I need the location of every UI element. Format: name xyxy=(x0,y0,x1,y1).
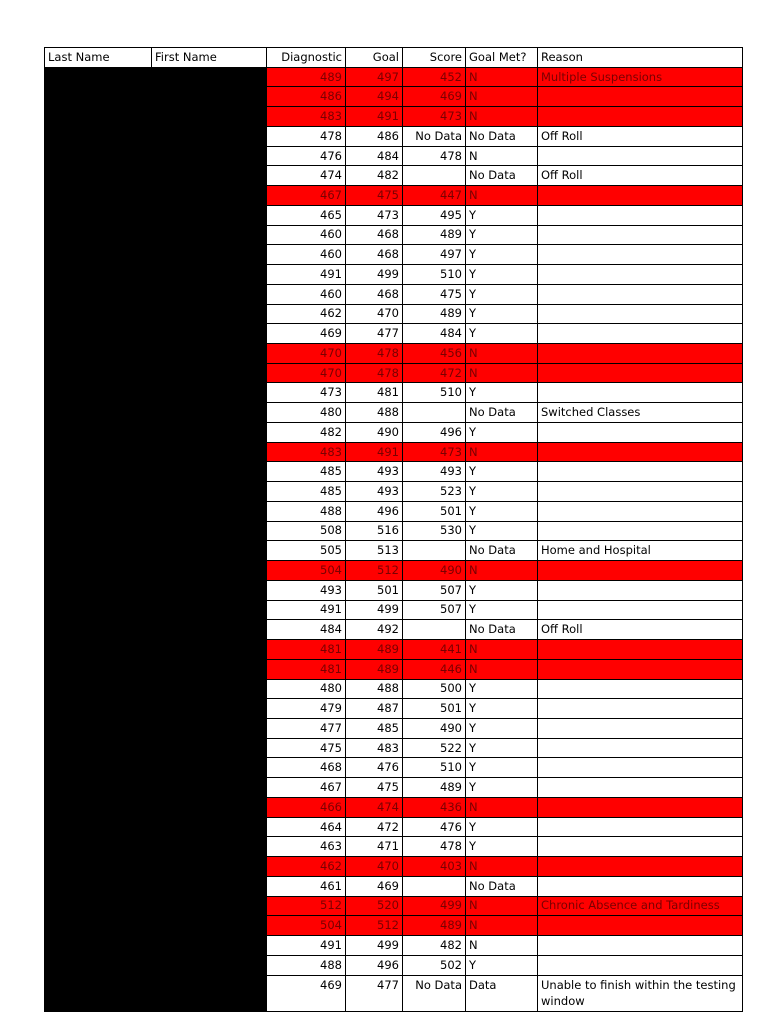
diagnostic-cell: 484 xyxy=(267,620,346,640)
diagnostic-cell: 470 xyxy=(267,344,346,364)
goal-cell: 520 xyxy=(346,896,403,916)
goal-met-cell: N xyxy=(466,363,538,383)
goal-met-cell: N xyxy=(466,896,538,916)
score-cell: 510 xyxy=(403,265,466,285)
goal-cell: 477 xyxy=(346,324,403,344)
goal-met-cell: Y xyxy=(466,758,538,778)
score-cell xyxy=(403,403,466,423)
goal-met-cell: N xyxy=(466,146,538,166)
reason-cell xyxy=(538,442,743,462)
score-cell: 502 xyxy=(403,955,466,975)
goal-met-cell: Y xyxy=(466,699,538,719)
score-cell: 441 xyxy=(403,640,466,660)
reason-cell xyxy=(538,501,743,521)
score-cell: 452 xyxy=(403,67,466,87)
goal-cell: 468 xyxy=(346,245,403,265)
goal-cell: 476 xyxy=(346,758,403,778)
goal-met-cell: No Data xyxy=(466,876,538,896)
diagnostic-cell: 462 xyxy=(267,857,346,877)
diagnostic-cell: 475 xyxy=(267,738,346,758)
diagnostic-cell: 480 xyxy=(267,679,346,699)
goal-met-cell: No Data xyxy=(466,403,538,423)
reason-cell xyxy=(538,186,743,206)
reason-cell xyxy=(538,422,743,442)
goal-met-cell: Y xyxy=(466,383,538,403)
diagnostic-cell: 465 xyxy=(267,205,346,225)
diagnostic-cell: 481 xyxy=(267,640,346,660)
goal-met-cell: N xyxy=(466,797,538,817)
diagnostic-cell: 467 xyxy=(267,778,346,798)
reason-cell xyxy=(538,699,743,719)
redacted-first-name-block xyxy=(152,67,267,1011)
goal-cell: 493 xyxy=(346,482,403,502)
reason-cell xyxy=(538,738,743,758)
score-cell: 523 xyxy=(403,482,466,502)
goal-cell: 469 xyxy=(346,876,403,896)
diagnostic-cell: 485 xyxy=(267,482,346,502)
goal-met-cell: Y xyxy=(466,482,538,502)
score-cell: 490 xyxy=(403,718,466,738)
reason-cell xyxy=(538,304,743,324)
score-cell: 489 xyxy=(403,778,466,798)
header-last-name: Last Name xyxy=(45,48,152,68)
diagnostic-cell: 483 xyxy=(267,107,346,127)
reason-cell xyxy=(538,284,743,304)
table-body xyxy=(45,67,743,1011)
goal-met-cell: N xyxy=(466,936,538,956)
header-score: Score xyxy=(403,48,466,68)
goal-cell: 487 xyxy=(346,699,403,719)
score-cell xyxy=(403,166,466,186)
goal-met-cell: Y xyxy=(466,284,538,304)
reason-cell: Home and Hospital xyxy=(538,541,743,561)
diagnostic-cell: 470 xyxy=(267,363,346,383)
goal-met-cell: Y xyxy=(466,679,538,699)
reason-cell xyxy=(538,344,743,364)
goal-met-cell: No Data xyxy=(466,126,538,146)
goal-cell: 483 xyxy=(346,738,403,758)
goal-cell: 494 xyxy=(346,87,403,107)
diagnostic-cell: 477 xyxy=(267,718,346,738)
score-cell: 489 xyxy=(403,916,466,936)
diagnostic-cell: 464 xyxy=(267,817,346,837)
reason-cell: Unable to finish within the testing window xyxy=(538,975,743,1011)
goal-met-cell: N xyxy=(466,659,538,679)
score-cell: 475 xyxy=(403,284,466,304)
diagnostic-cell: 460 xyxy=(267,284,346,304)
reason-cell xyxy=(538,561,743,581)
score-cell: 436 xyxy=(403,797,466,817)
goal-met-cell: Y xyxy=(466,738,538,758)
score-cell: 510 xyxy=(403,383,466,403)
reason-cell xyxy=(538,225,743,245)
reason-cell xyxy=(538,817,743,837)
header-row xyxy=(45,48,743,68)
diagnostic-cell: 485 xyxy=(267,462,346,482)
reason-cell xyxy=(538,718,743,738)
score-cell: 497 xyxy=(403,245,466,265)
reason-cell xyxy=(538,640,743,660)
goal-cell: 496 xyxy=(346,955,403,975)
reason-cell xyxy=(538,758,743,778)
goal-met-cell: Y xyxy=(466,955,538,975)
score-cell xyxy=(403,620,466,640)
diagnostic-cell: 488 xyxy=(267,955,346,975)
goal-met-cell: Y xyxy=(466,837,538,857)
goal-cell: 472 xyxy=(346,817,403,837)
goal-cell: 516 xyxy=(346,521,403,541)
goal-met-cell: Y xyxy=(466,718,538,738)
goal-met-cell: Y xyxy=(466,580,538,600)
goal-met-cell: N xyxy=(466,916,538,936)
reason-cell xyxy=(538,363,743,383)
header-diagnostic: Diagnostic xyxy=(267,48,346,68)
diagnostic-cell: 512 xyxy=(267,896,346,916)
goal-cell: 496 xyxy=(346,501,403,521)
goal-met-cell: N xyxy=(466,442,538,462)
diagnostic-cell: 460 xyxy=(267,245,346,265)
goal-met-cell: Y xyxy=(466,422,538,442)
score-cell: No Data xyxy=(403,126,466,146)
goal-met-cell: N xyxy=(466,87,538,107)
header-first-name: First Name xyxy=(152,48,267,68)
diagnostic-cell: 504 xyxy=(267,916,346,936)
diagnostic-cell: 461 xyxy=(267,876,346,896)
goal-met-cell: No Data xyxy=(466,620,538,640)
score-cell: 489 xyxy=(403,225,466,245)
goal-cell: 471 xyxy=(346,837,403,857)
diagnostic-cell: 469 xyxy=(267,324,346,344)
goal-cell: 488 xyxy=(346,679,403,699)
score-cell: 501 xyxy=(403,501,466,521)
diagnostic-cell: 476 xyxy=(267,146,346,166)
goal-cell: 474 xyxy=(346,797,403,817)
diagnostic-cell: 491 xyxy=(267,265,346,285)
goal-cell: 485 xyxy=(346,718,403,738)
goal-cell: 497 xyxy=(346,67,403,87)
goal-cell: 475 xyxy=(346,778,403,798)
goal-met-cell: N xyxy=(466,67,538,87)
goal-cell: 499 xyxy=(346,936,403,956)
score-cell: 473 xyxy=(403,107,466,127)
score-cell: 507 xyxy=(403,600,466,620)
diagnostic-cell: 488 xyxy=(267,501,346,521)
goal-cell: 478 xyxy=(346,363,403,383)
goal-cell: 489 xyxy=(346,659,403,679)
goal-met-cell: Y xyxy=(466,324,538,344)
reason-cell xyxy=(538,876,743,896)
score-cell: No Data xyxy=(403,975,466,1011)
score-cell: 478 xyxy=(403,837,466,857)
score-cell: 472 xyxy=(403,363,466,383)
reason-cell xyxy=(538,107,743,127)
goal-met-cell: Y xyxy=(466,817,538,837)
reason-cell xyxy=(538,857,743,877)
goal-cell: 499 xyxy=(346,265,403,285)
diagnostic-cell: 483 xyxy=(267,442,346,462)
score-cell: 493 xyxy=(403,462,466,482)
diagnostic-cell: 462 xyxy=(267,304,346,324)
goal-met-cell: Y xyxy=(466,778,538,798)
goal-cell: 470 xyxy=(346,304,403,324)
diagnostic-cell: 493 xyxy=(267,580,346,600)
goal-cell: 468 xyxy=(346,284,403,304)
goal-met-cell: Data xyxy=(466,975,538,1011)
reason-cell xyxy=(538,837,743,857)
score-cell xyxy=(403,876,466,896)
reason-cell xyxy=(538,955,743,975)
header-reason: Reason xyxy=(538,48,743,68)
reason-cell xyxy=(538,383,743,403)
goal-cell: 478 xyxy=(346,344,403,364)
goal-met-cell: Y xyxy=(466,225,538,245)
reason-cell xyxy=(538,600,743,620)
diagnostic-cell: 460 xyxy=(267,225,346,245)
redacted-last-name-block xyxy=(45,67,152,1011)
diagnostic-cell: 463 xyxy=(267,837,346,857)
score-cell: 403 xyxy=(403,857,466,877)
diagnostic-cell: 482 xyxy=(267,422,346,442)
diagnostic-cell: 491 xyxy=(267,600,346,620)
score-cell: 489 xyxy=(403,304,466,324)
score-cell: 447 xyxy=(403,186,466,206)
goal-met-cell: Y xyxy=(466,245,538,265)
goal-cell: 489 xyxy=(346,640,403,660)
diagnostic-cell: 479 xyxy=(267,699,346,719)
goal-cell: 481 xyxy=(346,383,403,403)
diagnostic-cell: 486 xyxy=(267,87,346,107)
reason-cell xyxy=(538,778,743,798)
score-cell: 499 xyxy=(403,896,466,916)
score-cell: 469 xyxy=(403,87,466,107)
score-cell xyxy=(403,541,466,561)
diagnostic-cell: 480 xyxy=(267,403,346,423)
goal-cell: 486 xyxy=(346,126,403,146)
score-cell: 478 xyxy=(403,146,466,166)
goal-met-cell: Y xyxy=(466,462,538,482)
diagnostic-cell: 491 xyxy=(267,936,346,956)
goal-met-cell: Y xyxy=(466,501,538,521)
diagnostic-cell: 474 xyxy=(267,166,346,186)
goal-cell: 491 xyxy=(346,442,403,462)
goal-cell: 501 xyxy=(346,580,403,600)
diagnostic-cell: 478 xyxy=(267,126,346,146)
diagnostic-cell: 469 xyxy=(267,975,346,1011)
reason-cell: Off Roll xyxy=(538,166,743,186)
diagnostic-cell: 467 xyxy=(267,186,346,206)
goal-met-cell: N xyxy=(466,186,538,206)
score-cell: 495 xyxy=(403,205,466,225)
reason-cell: Chronic Absence and Tardiness xyxy=(538,896,743,916)
goal-met-cell: Y xyxy=(466,265,538,285)
diagnostic-cell: 468 xyxy=(267,758,346,778)
goal-met-cell: No Data xyxy=(466,166,538,186)
table-row xyxy=(45,67,743,87)
diagnostic-cell: 504 xyxy=(267,561,346,581)
goal-cell: 468 xyxy=(346,225,403,245)
reason-cell xyxy=(538,580,743,600)
goal-cell: 484 xyxy=(346,146,403,166)
reason-cell xyxy=(538,679,743,699)
diagnostic-cell: 489 xyxy=(267,67,346,87)
goal-met-cell: Y xyxy=(466,521,538,541)
goal-cell: 513 xyxy=(346,541,403,561)
reason-cell: Switched Classes xyxy=(538,403,743,423)
header-goal-met: Goal Met? xyxy=(466,48,538,68)
score-cell: 500 xyxy=(403,679,466,699)
score-cell: 476 xyxy=(403,817,466,837)
score-cell: 446 xyxy=(403,659,466,679)
score-cell: 473 xyxy=(403,442,466,462)
score-cell: 456 xyxy=(403,344,466,364)
score-cell: 484 xyxy=(403,324,466,344)
goal-met-cell: Y xyxy=(466,205,538,225)
reason-cell xyxy=(538,482,743,502)
diagnostic-cell: 505 xyxy=(267,541,346,561)
goal-cell: 490 xyxy=(346,422,403,442)
score-table xyxy=(44,47,743,1012)
goal-met-cell: N xyxy=(466,640,538,660)
score-cell: 482 xyxy=(403,936,466,956)
reason-cell xyxy=(538,659,743,679)
goal-cell: 512 xyxy=(346,916,403,936)
reason-cell xyxy=(538,324,743,344)
goal-met-cell: Y xyxy=(466,600,538,620)
reason-cell xyxy=(538,797,743,817)
score-cell: 490 xyxy=(403,561,466,581)
goal-met-cell: N xyxy=(466,107,538,127)
reason-cell xyxy=(538,245,743,265)
goal-met-cell: N xyxy=(466,857,538,877)
goal-met-cell: N xyxy=(466,344,538,364)
reason-cell: Off Roll xyxy=(538,126,743,146)
score-cell: 496 xyxy=(403,422,466,442)
reason-cell: Off Roll xyxy=(538,620,743,640)
score-cell: 522 xyxy=(403,738,466,758)
diagnostic-cell: 473 xyxy=(267,383,346,403)
goal-cell: 491 xyxy=(346,107,403,127)
goal-cell: 488 xyxy=(346,403,403,423)
goal-met-cell: Y xyxy=(466,304,538,324)
score-cell: 530 xyxy=(403,521,466,541)
goal-cell: 499 xyxy=(346,600,403,620)
goal-cell: 492 xyxy=(346,620,403,640)
goal-cell: 512 xyxy=(346,561,403,581)
goal-cell: 470 xyxy=(346,857,403,877)
reason-cell xyxy=(538,916,743,936)
goal-cell: 475 xyxy=(346,186,403,206)
reason-cell xyxy=(538,87,743,107)
score-cell: 501 xyxy=(403,699,466,719)
header-goal: Goal xyxy=(346,48,403,68)
reason-cell xyxy=(538,205,743,225)
goal-cell: 493 xyxy=(346,462,403,482)
goal-cell: 482 xyxy=(346,166,403,186)
diagnostic-cell: 508 xyxy=(267,521,346,541)
reason-cell: Multiple Suspensions xyxy=(538,67,743,87)
goal-cell: 477 xyxy=(346,975,403,1011)
reason-cell xyxy=(538,936,743,956)
score-cell: 507 xyxy=(403,580,466,600)
diagnostic-cell: 481 xyxy=(267,659,346,679)
reason-cell xyxy=(538,521,743,541)
score-cell: 510 xyxy=(403,758,466,778)
goal-cell: 473 xyxy=(346,205,403,225)
goal-met-cell: N xyxy=(466,561,538,581)
diagnostic-cell: 466 xyxy=(267,797,346,817)
reason-cell xyxy=(538,462,743,482)
goal-met-cell: No Data xyxy=(466,541,538,561)
reason-cell xyxy=(538,265,743,285)
reason-cell xyxy=(538,146,743,166)
